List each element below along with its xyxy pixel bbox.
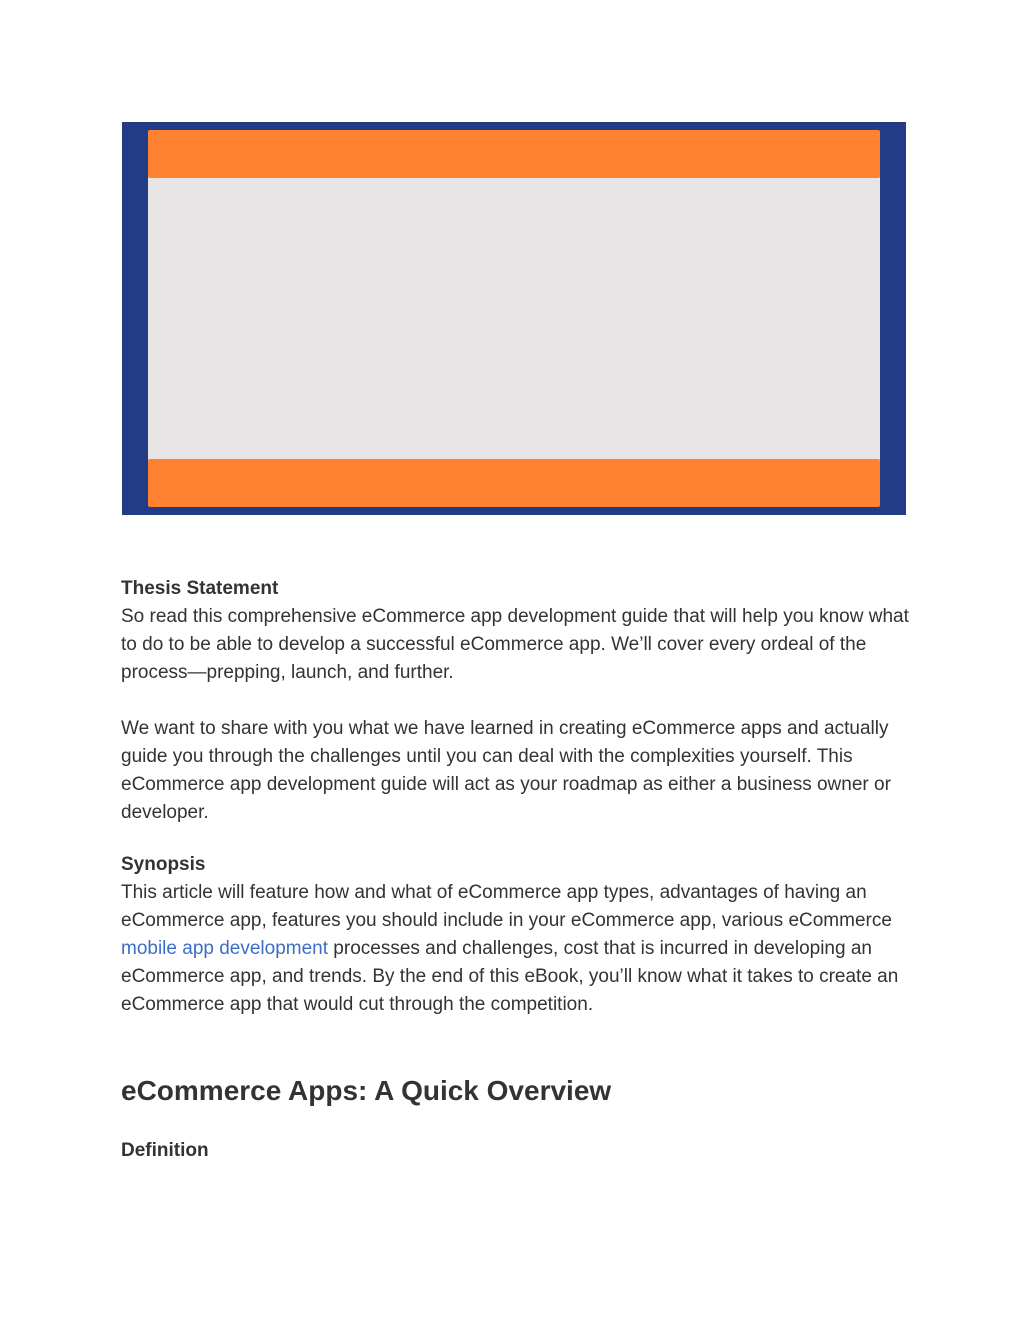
mobile-app-development-link[interactable]: mobile app development — [121, 938, 329, 959]
banner-top-bar — [148, 130, 880, 178]
thesis-paragraph-1: So read this comprehensive eCommerce app development guide that will help you know what to do to be able to develop a successful eCommerce app. We’ll cover every ordeal of the process—prepping, launch, and further. — [121, 606, 909, 683]
synopsis-paragraph — [121, 879, 911, 1019]
thesis-paragraph-2: We want to share with you what we have learned in creating eCommerce apps and actually guide you through the challenges until you can deal with the complexities yourself. This eCommerce app development guide will act as your roadmap as either a business owner or developer. — [121, 718, 891, 823]
definition-heading: Definition — [121, 1140, 209, 1161]
synopsis-text-before-link: This article will feature how and what of eCommerce app types, advantages of having an eCommerce app, features you should include in your eCommerce app, various eCommerce — [121, 882, 892, 931]
synopsis-text-after-link: processes and challenges, cost that is incurred in developing an eCommerce app, and trends. By the end of this eBook, you’ll know what it takes to create an eCommerce app that would cut through the competition. — [121, 938, 899, 1015]
banner-bottom-bar — [148, 459, 880, 507]
overview-title: eCommerce Apps: A Quick Overview — [121, 1075, 612, 1106]
banner-panel — [148, 177, 880, 462]
banner-image — [122, 122, 906, 515]
body-content — [121, 575, 911, 1019]
synopsis-heading: Synopsis — [121, 854, 206, 875]
thesis-heading: Thesis Statement — [121, 578, 279, 599]
